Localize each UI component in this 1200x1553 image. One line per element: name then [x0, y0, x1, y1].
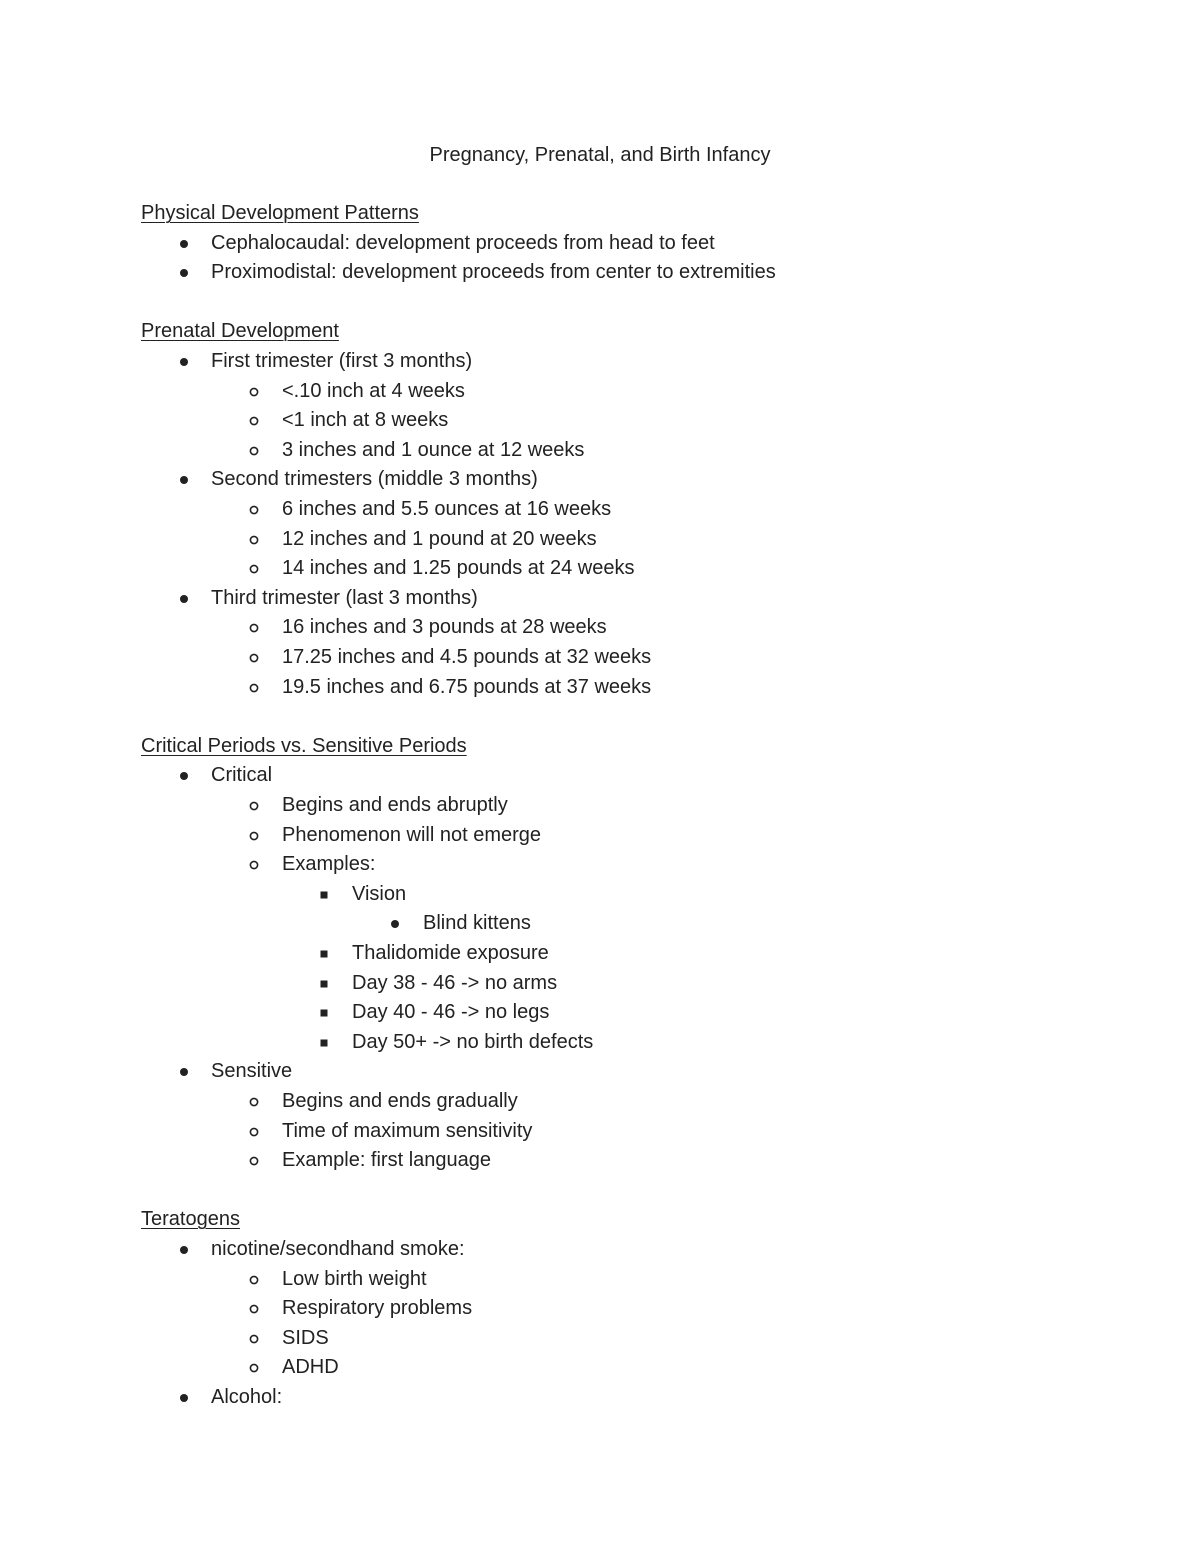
hollow-circle-bullet-icon [248, 614, 262, 640]
square-bullet-icon [318, 970, 332, 996]
hollow-circle-bullet-icon [248, 1147, 262, 1173]
hollow-circle-bullet-icon [248, 496, 262, 522]
list-item-text: Thalidomide exposure [352, 942, 549, 964]
hollow-circle-bullet-icon [248, 378, 262, 404]
list-item-text: 3 inches and 1 ounce at 12 weeks [282, 439, 585, 461]
filled-bullet-icon [178, 762, 192, 788]
hollow-circle-bullet-icon [248, 526, 262, 552]
section-heading-text: Teratogens [141, 1208, 240, 1230]
filled-bullet-icon [178, 348, 192, 374]
hollow-circle-bullet-icon [248, 1325, 262, 1351]
filled-bullet-icon [178, 585, 192, 611]
section-heading-text: Critical Periods vs. Sensitive Periods [141, 735, 467, 757]
filled-bullet-icon [178, 1236, 192, 1262]
hollow-circle-bullet-icon [248, 437, 262, 463]
list-item-text: First trimester (first 3 months) [211, 350, 473, 372]
list-item-text: 6 inches and 5.5 ounces at 16 weeks [282, 498, 612, 520]
list-item-text: Alcohol: [211, 1386, 283, 1408]
list-item-text: Proximodistal: development proceeds from center to extremities [211, 261, 776, 283]
list-item-text: Begins and ends abruptly [282, 794, 508, 816]
hollow-circle-bullet-icon [248, 1354, 262, 1380]
list-item-text: 12 inches and 1 pound at 20 weeks [282, 528, 597, 550]
list-item-text: 17.25 inches and 4.5 pounds at 32 weeks [282, 646, 652, 668]
list-item-text: 14 inches and 1.25 pounds at 24 weeks [282, 557, 635, 579]
list-item-text: nicotine/secondhand smoke: [211, 1238, 465, 1260]
hollow-circle-bullet-icon [248, 851, 262, 877]
square-bullet-icon [318, 881, 332, 907]
filled-bullet-icon [178, 466, 192, 492]
hollow-circle-bullet-icon [248, 555, 262, 581]
hollow-circle-bullet-icon [248, 1118, 262, 1144]
hollow-circle-bullet-icon [248, 674, 262, 700]
document-title: Pregnancy, Prenatal, and Birth Infancy [429, 144, 771, 166]
square-bullet-icon [318, 1029, 332, 1055]
list-item-text: Day 40 - 46 -> no legs [352, 1001, 550, 1023]
section-heading-text: Prenatal Development [141, 320, 339, 342]
section-heading-text: Physical Development Patterns [141, 202, 419, 224]
list-item-text: <.10 inch at 4 weeks [282, 380, 465, 402]
list-item-text: Critical [211, 764, 273, 786]
filled-bullet-icon [178, 259, 192, 285]
filled-bullet-icon [178, 230, 192, 256]
list-item-text: Day 50+ -> no birth defects [352, 1031, 594, 1053]
list-item-text: ADHD [282, 1356, 339, 1378]
list-item-text: Second trimesters (middle 3 months) [211, 468, 538, 490]
hollow-circle-bullet-icon [248, 792, 262, 818]
list-item-text: Cephalocaudal: development proceeds from head to feet [211, 232, 715, 254]
list-item-text: Example: first language [282, 1149, 492, 1171]
list-item-text: Sensitive [211, 1060, 293, 1082]
square-bullet-icon [318, 999, 332, 1025]
list-item-text: Time of maximum sensitivity [282, 1120, 533, 1142]
list-item-text: Day 38 - 46 -> no arms [352, 972, 558, 994]
hollow-circle-bullet-icon [248, 644, 262, 670]
hollow-circle-bullet-icon [248, 1266, 262, 1292]
hollow-circle-bullet-icon [248, 407, 262, 433]
list-item-text: Phenomenon will not emerge [282, 824, 542, 846]
list-item-text: <1 inch at 8 weeks [282, 409, 449, 431]
filled-bullet-icon [389, 910, 403, 936]
list-item-text: Begins and ends gradually [282, 1090, 518, 1112]
list-item-text: Low birth weight [282, 1268, 427, 1290]
list-item-text: 16 inches and 3 pounds at 28 weeks [282, 616, 607, 638]
list-item-text: SIDS [282, 1327, 329, 1349]
hollow-circle-bullet-icon [248, 1295, 262, 1321]
list-item-text: Vision [352, 883, 407, 905]
filled-bullet-icon [178, 1384, 192, 1410]
list-item-text: Third trimester (last 3 months) [211, 587, 478, 609]
list-item-text: Blind kittens [423, 912, 531, 934]
hollow-circle-bullet-icon [248, 822, 262, 848]
filled-bullet-icon [178, 1058, 192, 1084]
square-bullet-icon [318, 940, 332, 966]
hollow-circle-bullet-icon [248, 1088, 262, 1114]
list-item-text: 19.5 inches and 6.75 pounds at 37 weeks [282, 676, 652, 698]
list-item-text: Respiratory problems [282, 1297, 473, 1319]
list-item-text: Examples: [282, 853, 376, 875]
